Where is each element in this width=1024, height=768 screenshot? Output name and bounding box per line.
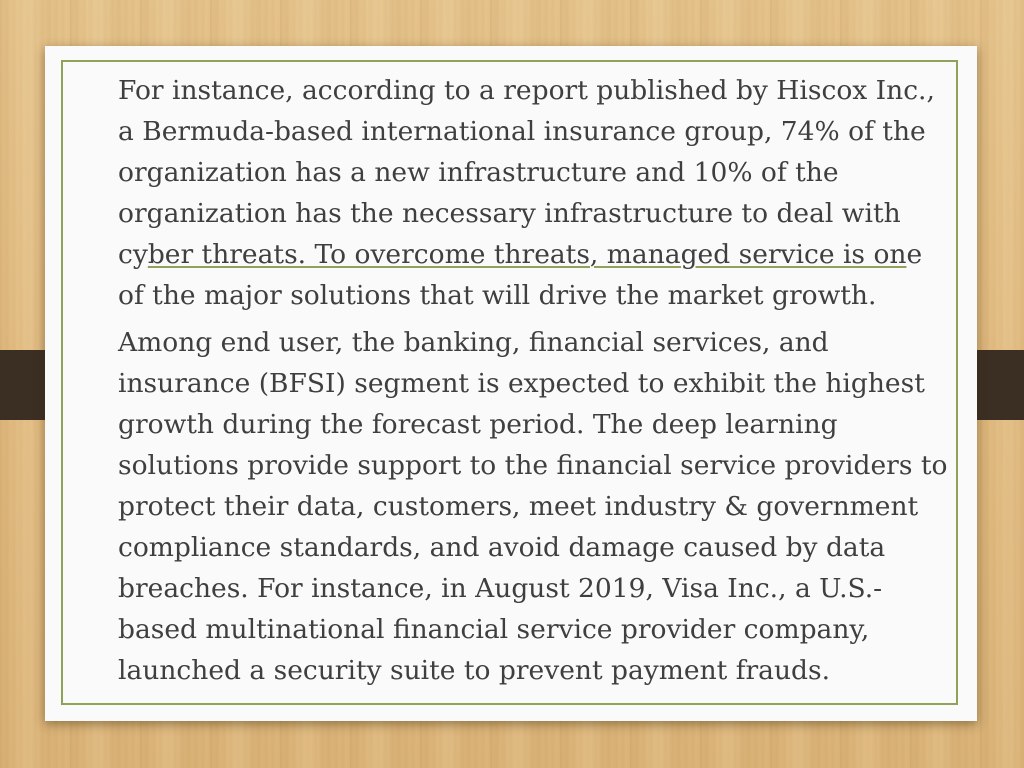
slide-card	[45, 46, 977, 721]
paragraph-hiscox-text-start: For instance, according to a report published by Hiscox Inc., a Bermuda-based international insurance group, 74% of the organization has a new infrastructure and 10% of the organization has the necessary infrastructure to deal with cy	[118, 75, 935, 270]
paragraph-hiscox-text-end: e of the major solutions that will drive the market growth.	[118, 239, 923, 311]
paragraph-hiscox	[118, 70, 948, 316]
slide-content	[118, 70, 948, 691]
underlined-hyperlink-text[interactable]: ber threats. To overcome threats, managed service is on	[147, 239, 907, 270]
paragraph-bfsi: Among end user, the banking, financial services, and insurance (BFSI) segment is expected to exhibit the highest growth during the forecast period. The deep learning solutions provide support to the financial service providers to protect their data, customers, meet industry & government compliance standards, and avoid damage caused by data breaches. For instance, in August 2019, Visa Inc., a U.S.-based multinational financial service provider company, launched a security suite to prevent payment frauds.	[118, 327, 948, 686]
